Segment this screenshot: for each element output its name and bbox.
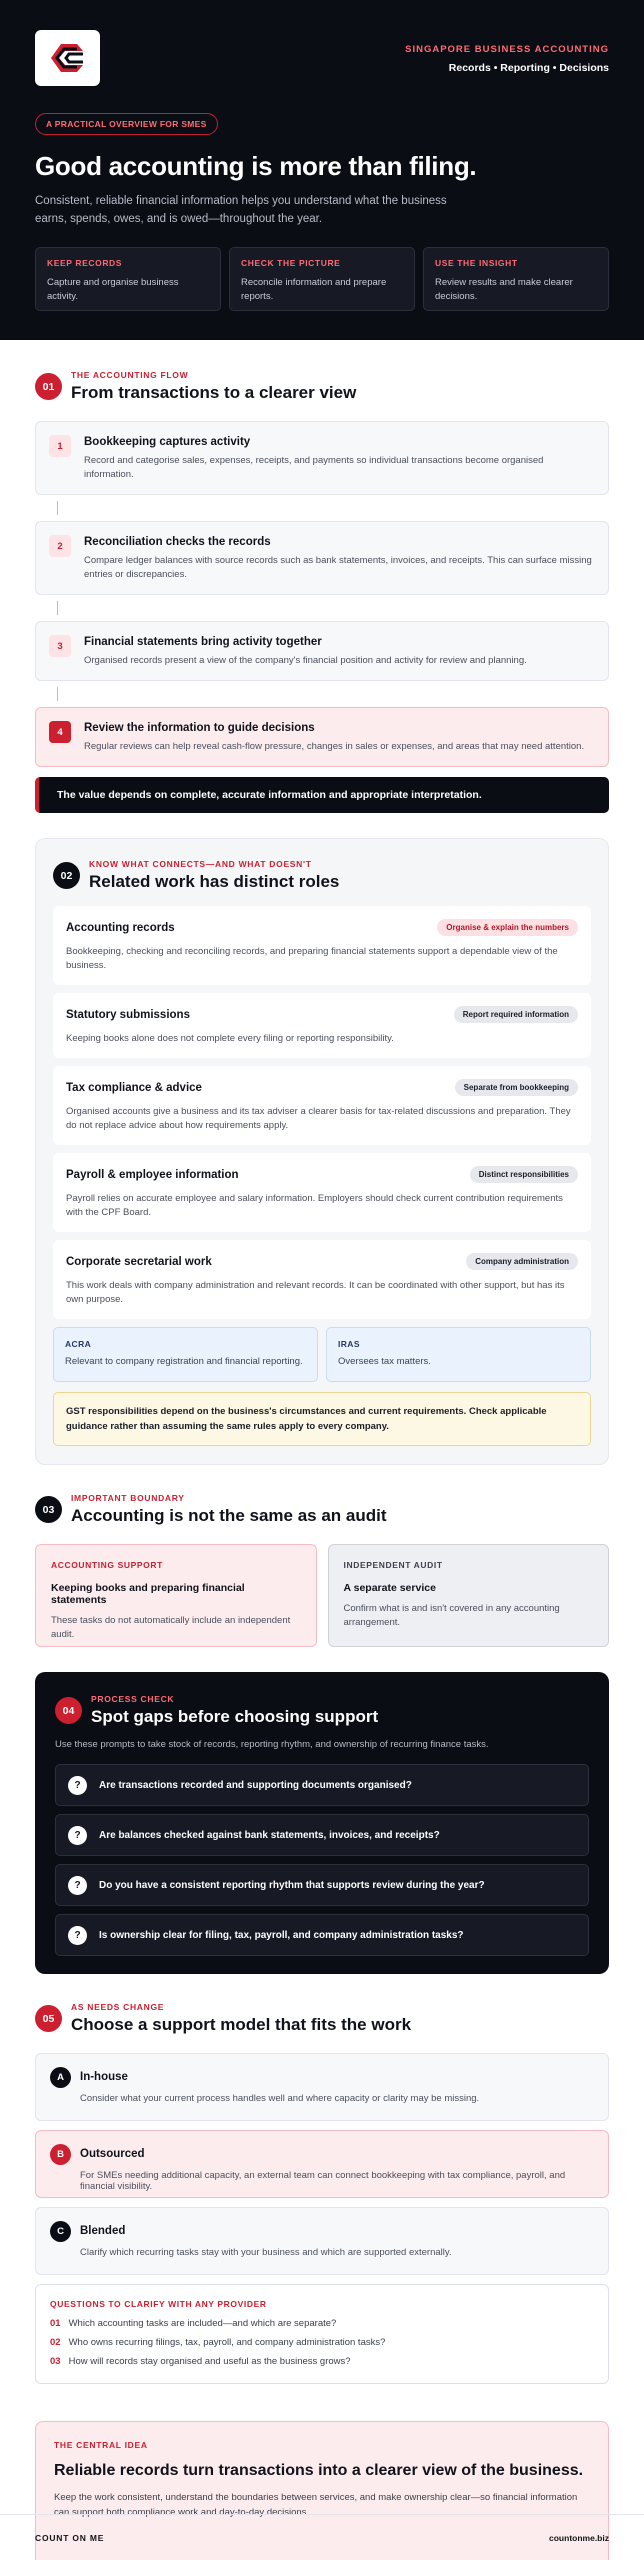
question-item[interactable] (55, 1914, 589, 1956)
section-title: Related work has distinct roles (89, 872, 340, 891)
step-title: Reconciliation checks the records (84, 536, 271, 548)
question-item[interactable] (55, 1814, 589, 1856)
section-audit-boundary (35, 1493, 609, 1647)
card-title: A separate service (343, 1582, 436, 1594)
model-card-in-house (35, 2053, 609, 2121)
agency-name: IRAS (338, 1339, 360, 1349)
footer (0, 2514, 644, 2560)
agency-name: ACRA (65, 1339, 92, 1349)
provider-question (50, 2356, 594, 2367)
flow-step (35, 521, 609, 595)
agency-text: Oversees tax matters. (338, 1356, 431, 1367)
section-number: 01 (35, 373, 62, 400)
model-letter: B (50, 2144, 71, 2165)
step-number: 3 (49, 635, 71, 657)
role-title: Statutory submissions (66, 1008, 190, 1021)
central-idea-label: THE CENTRAL IDEA (54, 2440, 148, 2450)
model-title: In-house (80, 2071, 128, 2083)
question-icon: ? (68, 1926, 87, 1945)
section-title: Spot gaps before choosing support (91, 1707, 379, 1726)
section-header (35, 370, 609, 403)
model-letter: A (50, 2067, 71, 2088)
step-number: 2 (49, 535, 71, 557)
step-title: Bookkeeping captures activity (84, 436, 251, 448)
question-text: Which accounting tasks are included—and which are separate? (68, 2318, 337, 2329)
hero-tagline: Records • Reporting • Decisions (448, 62, 609, 74)
footer-url-link[interactable]: countonme.biz (549, 2532, 609, 2543)
hero-card-use-insight (423, 247, 609, 311)
flow-steps (35, 421, 609, 767)
role-tag: Distinct responsibilities (470, 1166, 578, 1183)
hero-card-check-picture (229, 247, 415, 311)
question-icon: ? (68, 1776, 87, 1795)
section-kicker: PROCESS CHECK (91, 1694, 175, 1704)
agency-row (53, 1327, 591, 1382)
step-connector (57, 501, 58, 515)
model-text: Consider what your current process handles well and where capacity or clarity may be missing. (80, 2093, 480, 2104)
role-tag: Separate from bookkeeping (455, 1079, 578, 1096)
question-number: 02 (50, 2337, 61, 2348)
role-card-accounting-records (53, 906, 591, 985)
card-label: ACCOUNTING SUPPORT (51, 1560, 163, 1570)
hero-cards (35, 247, 609, 311)
hero-card-label: CHECK THE PICTURE (241, 258, 341, 268)
flow-step-highlighted (35, 707, 609, 767)
agency-card-acra (53, 1327, 318, 1382)
card-title: Keeping books and preparing financial statements (51, 1582, 245, 1606)
model-letter: C (50, 2221, 71, 2242)
card-text: These tasks do not automatically include an independent audit. (51, 1615, 291, 1640)
step-number: 1 (49, 435, 71, 457)
section-number: 03 (35, 1496, 62, 1523)
hero-card-keep-records (35, 247, 221, 311)
model-card-blended (35, 2207, 609, 2275)
accounting-support-card (35, 1544, 317, 1647)
step-connector (57, 687, 58, 701)
independent-audit-card (328, 1544, 610, 1647)
role-text: This work deals with company administration and relevant records. It can be coordinated with other support, but has its own purpose. (66, 1280, 565, 1305)
role-text: Payroll relies on accurate employee and salary information. Employers should check current contribution requirements with the CPF Board. (66, 1193, 563, 1218)
role-tag: Company administration (466, 1253, 578, 1270)
step-number: 4 (49, 721, 71, 743)
compare-cards (35, 1544, 609, 1647)
step-text: Organised records present a view of the company's financial position and activity for review and planning. (84, 655, 527, 666)
question-item[interactable] (55, 1764, 589, 1806)
flow-step (35, 421, 609, 495)
role-card-corporate-secretarial (53, 1240, 591, 1319)
section-kicker: IMPORTANT BOUNDARY (71, 1493, 185, 1503)
hero (0, 0, 644, 340)
question-number: 03 (50, 2356, 61, 2367)
section-header (35, 1493, 609, 1526)
card-text: Confirm what is and isn't covered in any accounting arrangement. (343, 1603, 560, 1628)
section-kicker: THE ACCOUNTING FLOW (71, 370, 189, 380)
section-support-model (35, 2002, 609, 2384)
model-title: Outsourced (80, 2148, 145, 2160)
role-tag: Organise & explain the numbers (437, 919, 578, 936)
question-icon: ? (68, 1826, 87, 1845)
role-text: Organised accounts give a business and its tax adviser a clearer basis for tax-related discussions and preparation. They do not replace advice about how requirements apply. (66, 1106, 571, 1131)
section-kicker: KNOW WHAT CONNECTS—AND WHAT DOESN'T (89, 859, 312, 869)
question-number: 01 (50, 2318, 61, 2329)
section-number: 05 (35, 2005, 62, 2032)
provider-questions (35, 2284, 609, 2384)
role-title: Accounting records (66, 921, 175, 934)
central-idea-text: Keep the work consistent, understand the boundaries between services, and make ownership clear—so financial information can support both compliance work and day-to-day decisions. (54, 2492, 578, 2518)
question-text: How will records stay organised and useful as the business grows? (68, 2356, 351, 2367)
audience-pill: A PRACTICAL OVERVIEW FOR SMES (35, 113, 218, 135)
role-tag: Report required information (454, 1006, 578, 1023)
central-idea-title: Reliable records turn transactions into a clearer view of the business. (54, 2462, 584, 2479)
footer-brand: COUNT ON ME (35, 2532, 105, 2543)
section-header (55, 1694, 589, 1727)
step-text: Compare ledger balances with source records such as bank statements, invoices, and receipts. This can surface missing entries or discrepancies. (84, 555, 592, 580)
model-title: Blended (80, 2225, 126, 2237)
page-title: Good accounting is more than filing. (35, 151, 477, 181)
question-icon: ? (68, 1876, 87, 1895)
provider-questions-label: QUESTIONS TO CLARIFY WITH ANY PROVIDER (50, 2299, 267, 2309)
step-text: Record and categorise sales, expenses, receipts, and payments so individual transactions become organised information. (84, 455, 544, 480)
step-title: Financial statements bring activity together (84, 636, 322, 648)
logo-mark-icon (47, 41, 89, 75)
hero-meta (405, 44, 609, 74)
hero-card-label: USE THE INSIGHT (435, 258, 518, 268)
role-title: Tax compliance & advice (66, 1081, 202, 1094)
card-label: INDEPENDENT AUDIT (343, 1560, 443, 1570)
hero-lead: Consistent, reliable financial information helps you understand what the business earns, spends, owes, and is owed—throughout the year. (35, 195, 447, 225)
value-callout: The value depends on complete, accurate information and appropriate interpretation. (35, 777, 609, 813)
provider-question-list (50, 2318, 594, 2367)
flow-step (35, 621, 609, 681)
hero-card-text: Reconcile information and prepare reports. (241, 277, 387, 302)
role-card-statutory-submissions (53, 993, 591, 1058)
section-distinct-roles (35, 838, 609, 1465)
section-title: Accounting is not the same as an audit (71, 1506, 387, 1525)
question-text: Are balances checked against bank statements, invoices, and receipts? (99, 1829, 440, 1841)
section-process-check (35, 1672, 609, 1974)
section-accounting-flow (35, 370, 609, 813)
model-list (35, 2053, 609, 2275)
section-header (53, 859, 591, 892)
role-text: Keeping books alone does not complete every filing or reporting responsibility. (66, 1033, 394, 1044)
role-card-payroll (53, 1153, 591, 1232)
hero-card-text: Review results and make clearer decisions. (435, 277, 573, 302)
question-text: Do you have a consistent reporting rhythm that supports review during the year? (99, 1879, 485, 1891)
role-list (53, 906, 591, 1319)
question-list (55, 1764, 589, 1956)
model-card-outsourced (35, 2130, 609, 2198)
role-text: Bookkeeping, checking and reconciling records, and preparing financial statements support a dependable view of the business. (66, 946, 558, 971)
logo[interactable] (35, 30, 100, 86)
section-title: Choose a support model that fits the work (71, 2015, 412, 2034)
provider-question (50, 2337, 594, 2348)
role-card-tax-compliance (53, 1066, 591, 1145)
section-lead: Use these prompts to take stock of records, reporting rhythm, and ownership of recurring finance tasks. (55, 1739, 489, 1750)
question-item[interactable] (55, 1864, 589, 1906)
agency-text: Relevant to company registration and financial reporting. (65, 1356, 303, 1367)
model-text: Clarify which recurring tasks stay with your business and which are supported externally. (80, 2247, 452, 2258)
main-content (0, 370, 644, 2560)
provider-question (50, 2318, 594, 2329)
section-kicker: AS NEEDS CHANGE (71, 2002, 165, 2012)
step-text: Regular reviews can help reveal cash-flow pressure, changes in sales or expenses, and areas that may need attention. (84, 741, 585, 752)
question-text: Is ownership clear for filing, tax, payroll, and company administration tasks? (99, 1929, 464, 1941)
agency-card-iras (326, 1327, 591, 1382)
section-title: From transactions to a clearer view (71, 383, 357, 402)
hero-card-text: Capture and organise business activity. (47, 277, 179, 302)
section-number: 04 (55, 1697, 82, 1724)
hero-kicker: SINGAPORE BUSINESS ACCOUNTING (405, 44, 609, 55)
gst-note: GST responsibilities depend on the business's circumstances and current requirements. Check applicable guidance rather than assuming the same rules apply to every company. (53, 1392, 591, 1446)
role-title: Payroll & employee information (66, 1168, 239, 1181)
role-title: Corporate secretarial work (66, 1255, 212, 1268)
step-title: Review the information to guide decisions (84, 722, 315, 734)
step-connector (57, 601, 58, 615)
question-text: Who owns recurring filings, tax, payroll, and company administration tasks? (68, 2337, 386, 2348)
model-text: For SMEs needing additional capacity, an external team can connect bookkeeping with tax compliance, payroll, and financial visibility. (80, 2170, 566, 2192)
section-number: 02 (53, 862, 80, 889)
hero-card-label: KEEP RECORDS (47, 258, 123, 268)
section-header (35, 2002, 609, 2035)
question-text: Are transactions recorded and supporting documents organised? (99, 1779, 412, 1791)
